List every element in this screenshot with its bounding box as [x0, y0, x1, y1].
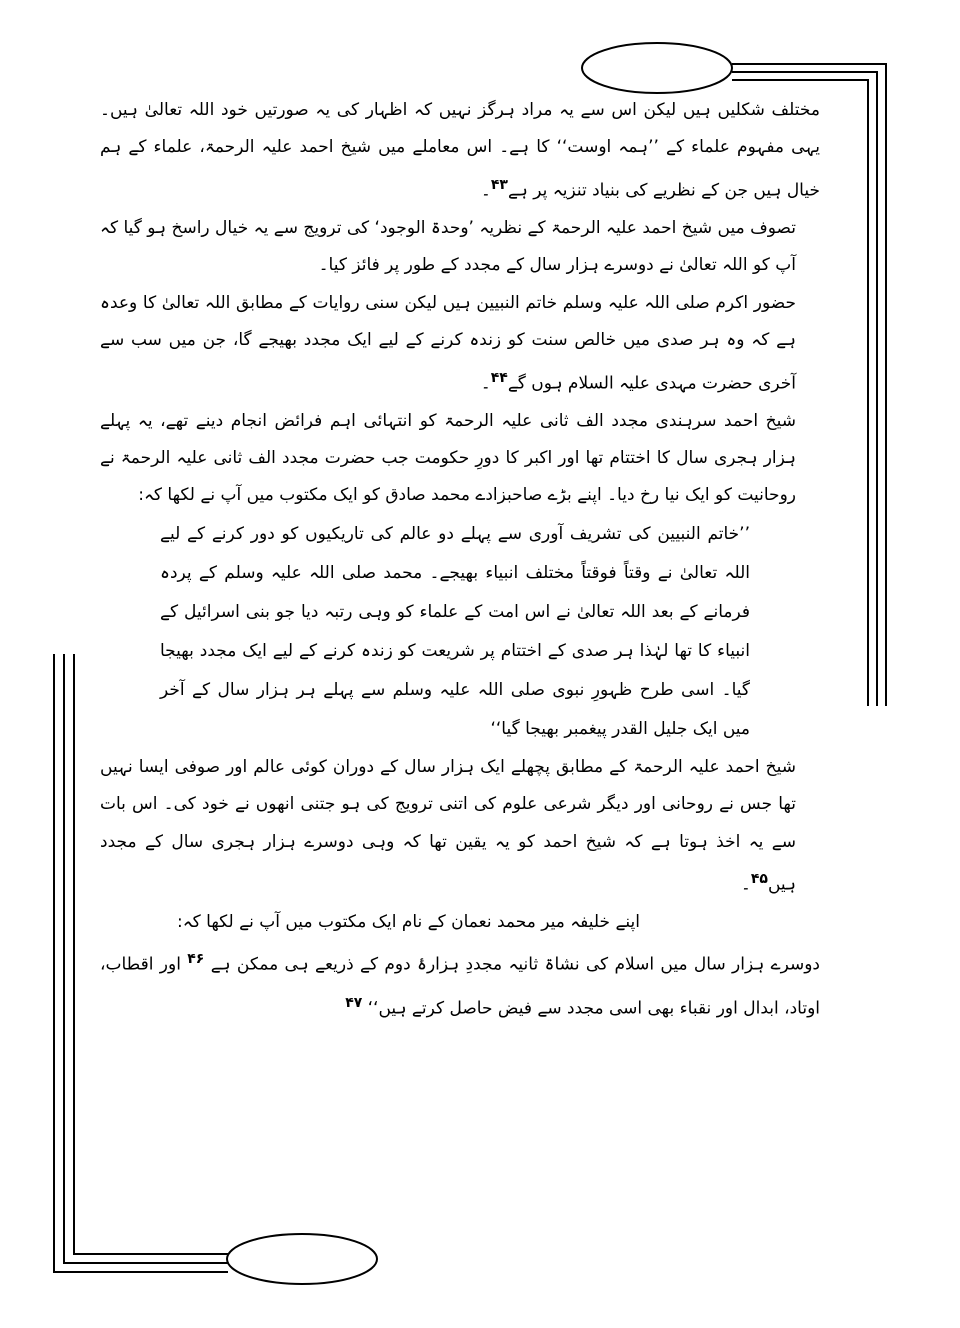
letter-intro: اپنے خلیفہ میر محمد نعمان کے نام ایک مکتوب میں آپ نے لکھا کہ:: [176, 912, 640, 933]
footnote-43: ۴۳: [490, 176, 508, 193]
paragraph-4: شیخ احمد سرہندی مجدد الف ثانی علیہ الرحمۃ کو انتہائی اہم فرائض انجام دینے تھے، یہ پہلے ہزار ہجری سال کا اختتام تھا اور اکبر کا دورِ حکومت جب حضرت مجدد الف ثانی علیہ الرحمۃ نے روحانیت کو ایک نیا رخ دیا۔ اپنے بڑے صاحبزادے محمد صادق کو ایک مکتوب میں آپ نے لکھا کہ:: [100, 410, 796, 506]
closing-quote: دوسرے ہزار سال میں اسلام کی نشاۃ ثانیہ مجددِ ہزارۂ دوم کے ذریعے ہی ممکن ہے $^{۴۶}$ اور اقطاب، اوتاد، ابدال اور نقباء بھی اسی مجدد سے فیض حاصل کرتے ہیں‘‘ $^{۴۷}$: [100, 951, 820, 1019]
paragraph-2: تصوف میں شیخ احمد علیہ الرحمۃ کے نظریہ ’وحدۃ الوجود‘ کی ترویج سے یہ خیال راسخ ہو گیا کہ آپ کو اللہ تعالیٰ نے دوسرے ہزار سال کے مجدد کے طور پر فائز کیا۔: [100, 217, 796, 276]
block-quote: ’’خاتم النبیین کی تشریف آوری سے پہلے دو عالم کی تاریکیوں کو دور کرنے کے لیے اللہ تعالیٰ نے وقتاً فوقتاً مختلف انبیاء بھیجے۔ محمد صلی اللہ علیہ وسلم کے پردہ فرمانے کے بعد اللہ تعالیٰ نے اس امت کے علماء کو وہی رتبہ دیا جو بنی اسرائیل کے انبیاء کا تھا لہٰذا ہر صدی کے اختتام پر شریعت کو زندہ کرنے کے لیے ایک مجدد بھیجا گیا۔ اسی طرح ظہورِ نبوی صلی اللہ علیہ وسلم سے پہلے ہر ہزار سال کے آخر میں ایک جلیل القدر پیغمبر بھیجا گیا‘‘: [160, 523, 750, 739]
paragraph-1: مختلف شکلیں ہیں لیکن اس سے یہ مراد ہرگز نہیں کہ اظہار کی یہ صورتیں خود اللہ تعالیٰ ہیں۔ یہی مفہوم علماء کے ’’ہمہ اوست‘‘ کا ہے۔ اس معاملے میں شیخ احمد علیہ الرحمۃ، علماء کے ہم خیال ہیں جن کے نظریے کی بنیاد تنزیہ پر ہے$^{۴۳}$۔: [100, 100, 820, 201]
top-ornament: [582, 43, 732, 93]
footnote-44: ۴۴: [490, 369, 508, 386]
article-body: [100, 92, 820, 1028]
bottom-ornament: [227, 1234, 377, 1284]
footnote-47: ۴۷: [345, 994, 363, 1011]
footnote-45: ۴۵: [750, 871, 768, 887]
paragraph-3: حضور اکرم صلی اللہ علیہ وسلم خاتم النبیین ہیں لیکن سنی روایات کے مطابق اللہ تعالیٰ کا وعدہ ہے کہ وہ ہر صدی میں خالص سنت کو زندہ کرنے کے لیے ایک مجدد بھیجے گا، جن میں سب سے آخری حضرت مہدی علیہ السلام ہوں گے$^{۴۴}$۔: [100, 292, 796, 394]
paragraph-5: شیخ احمد علیہ الرحمۃ کے مطابق پچھلے ایک ہزار سال کے دوران کوئی عالم اور صوفی ایسا نہیں تھا جس نے روحانی اور دیگر شرعی علوم کی اتنی ترویج کی ہو جتنی انھوں نے خود کی۔ اس بات سے یہ اخذ ہوتا ہے کہ شیخ احمد کو یہ یقین تھا کہ وہی دوسرے ہزار ہجری سال کے مجدد ہیں$^{۴۵}$۔: [100, 756, 796, 895]
footnote-46: ۴۶: [187, 951, 205, 968]
